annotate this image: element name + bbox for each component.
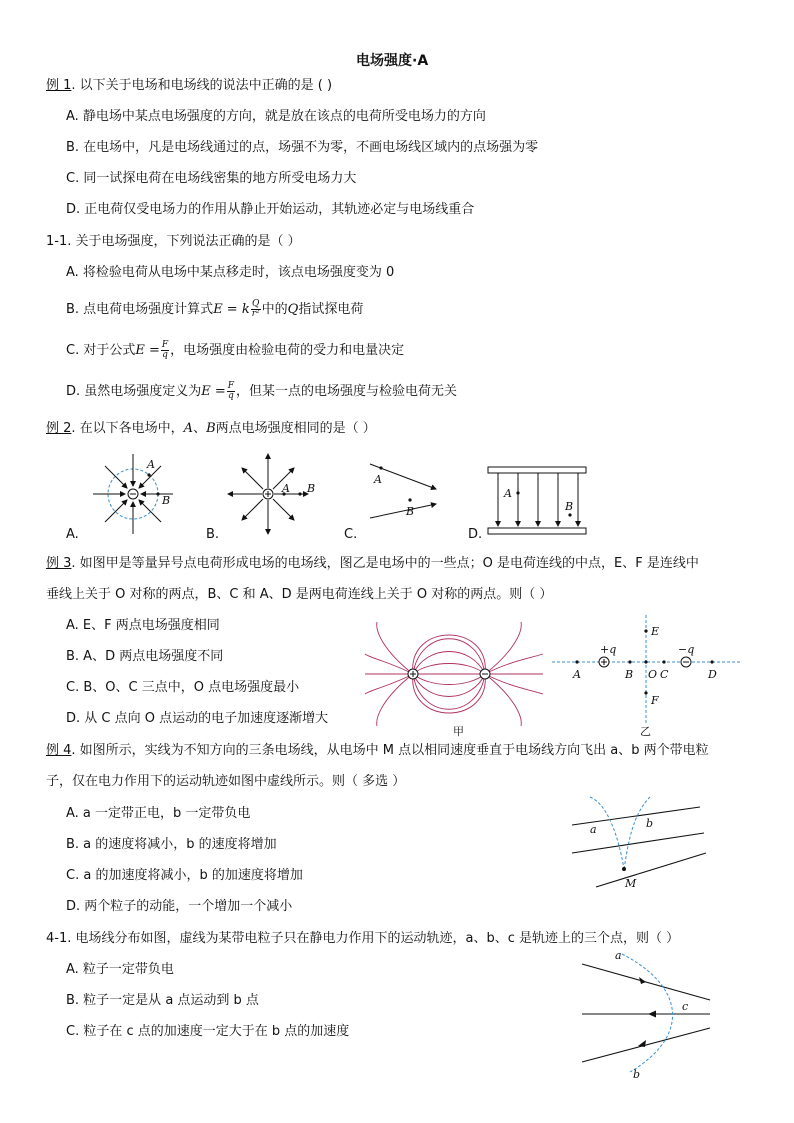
option-d: D. 正电荷仅受电场力的作用从静止开始运动，其轨迹必定与电场线重合 [66, 202, 475, 217]
option-a: A. 静电场中某点电场强度的方向，就是放在该点的电荷所受电场力的方向 [66, 109, 486, 124]
svg-text:b: b [646, 817, 654, 830]
question-number: 例 1 [46, 78, 72, 93]
question-number: 例 3 [46, 556, 72, 571]
option-d: D. 从 C 点向 O 点运动的电子加速度逐渐增大 [66, 711, 329, 726]
figure-2b-positive-charge [230, 450, 320, 530]
question-4-line-2: 子，仅在电力作用下的运动轨迹如图中虚线所示。则（ 多选 ） [46, 774, 406, 789]
option-c: C. 同一试探电荷在电场线密集的地方所受电场力大 [66, 171, 357, 186]
fraction: $\frac{F}{q}$ [161, 340, 169, 360]
option-a: A. a 一定带正电，b 一定带负电 [66, 806, 251, 821]
question-number: 例 2 [46, 421, 72, 436]
question-3-line-2: 垂线上关于 O 对称的两点，B、C 和 A、D 是两电荷连线上关于 O 对称的两点。则（ ） [46, 587, 553, 602]
option-c: C. 对于公式E = $\frac{F}{q}$ ，电场强度由检验电荷的受力和电量决定 [66, 340, 405, 360]
option-b: B. A、D 两点电场强度不同 [66, 649, 224, 664]
figure-label-c: C. [344, 527, 358, 542]
figure-label-a: A. [66, 527, 79, 542]
svg-text:A: A [504, 487, 512, 500]
svg-text:B: B [625, 668, 634, 681]
svg-text:O: O [648, 668, 658, 681]
fraction: $\frac{F}{q}$ [227, 381, 235, 401]
question-4-line-1: 例 4. 如图所示，实线为不知方向的三条电场线，从电场中 M 点以相同速度垂直于电场线方向飞出 a、b 两个带电粒 [46, 743, 709, 758]
option-c: C. B、O、C 三点中，O 点电场强度最小 [66, 680, 300, 695]
svg-text:B: B [162, 494, 171, 507]
page-title: 电场强度·A [356, 53, 429, 69]
figure-caption-yi: 乙 [640, 725, 651, 738]
svg-text:E: E [651, 625, 660, 638]
option-a: A. 将检验电荷从电场中某点移走时，该点电场强度变为 0 [66, 265, 395, 280]
figure-caption-jia: 甲 [453, 725, 464, 738]
figure-label-b: B. [206, 527, 220, 542]
figure-4-trajectories [570, 795, 710, 890]
fraction: $\frac{Q}{\text{r²}}$ [251, 299, 260, 319]
question-1-stem [46, 78, 332, 94]
option-a: A. 粒子一定带负电 [66, 962, 174, 977]
question-4-1-stem: 4-1. 电场线分布如图，虚线为某带电粒子只在静电力作用下的运动轨迹，a、b、c 是轨迹上的三个点，则（ ） [46, 931, 680, 946]
svg-text:C: C [660, 668, 669, 681]
svg-text:−q: −q [678, 643, 695, 656]
svg-text:B: B [406, 505, 415, 518]
question-number: 例 4 [46, 743, 72, 758]
figure-3-jia-dipole-field [365, 622, 550, 726]
figure-3-yi-points [552, 615, 742, 725]
svg-text:c: c [682, 1000, 689, 1013]
option-b: B. a 的速度将减小，b 的速度将增加 [66, 837, 277, 852]
figure-4-1-trajectory [578, 948, 718, 1081]
figure-label-d: D. [468, 527, 483, 542]
question-1-1-stem: 1-1. 关于电场强度，下列说法正确的是（ ） [46, 234, 301, 249]
svg-text:B: B [307, 482, 316, 495]
question-text: . 以下关于电场和电场线的说法中正确的是 ( ) [71, 78, 333, 93]
option-b: B. 粒子一定是从 a 点运动到 b 点 [66, 993, 259, 1008]
svg-text:A: A [282, 482, 290, 495]
figure-2d-parallel-plates [488, 465, 588, 540]
svg-text:b: b [633, 1068, 641, 1081]
svg-text:a: a [590, 823, 597, 836]
svg-text:a: a [615, 949, 622, 962]
option-c: C. 粒子在 c 点的加速度一定大于在 b 点的加速度 [66, 1024, 350, 1039]
option-d: D. 虽然电场强度定义为E = $\frac{F}{q}$ ，但某一点的电场强度与检验电荷无关 [66, 381, 458, 401]
question-3-line-1: 例 3. 如图甲是等量异号点电荷形成电场的电场线，图乙是电场中的一些点；O 是电荷连线的中点，E、F 是连线中 [46, 556, 699, 571]
svg-text:B: B [565, 500, 574, 513]
svg-text:A: A [573, 668, 581, 681]
question-2-stem: 例 2. 在以下各电场中，A、B两点电场强度相同的是（ ） [46, 421, 376, 436]
option-b: B. 在电场中，凡是电场线通过的点，场强不为零，不画电场线区域内的点场强为零 [66, 140, 539, 155]
option-b: B. 点电荷电场强度计算式E = k $\frac{Q}{\text{r²}}$ 中的Q指试探电荷 [66, 299, 364, 319]
option-a: A. E、F 两点电场强度相同 [66, 618, 220, 633]
svg-text:A: A [147, 458, 155, 471]
svg-text:A: A [374, 473, 382, 486]
figure-2a-negative-charge [95, 450, 175, 530]
option-c: C. a 的加速度将减小，b 的加速度将增加 [66, 868, 303, 883]
svg-text:F: F [651, 694, 659, 707]
figure-2c-nonuniform-field [368, 462, 443, 522]
svg-text:+q: +q [600, 643, 617, 656]
option-d: D. 两个粒子的动能，一个增加一个减小 [66, 899, 293, 914]
svg-text:D: D [708, 668, 717, 681]
svg-text:M: M [625, 877, 637, 890]
